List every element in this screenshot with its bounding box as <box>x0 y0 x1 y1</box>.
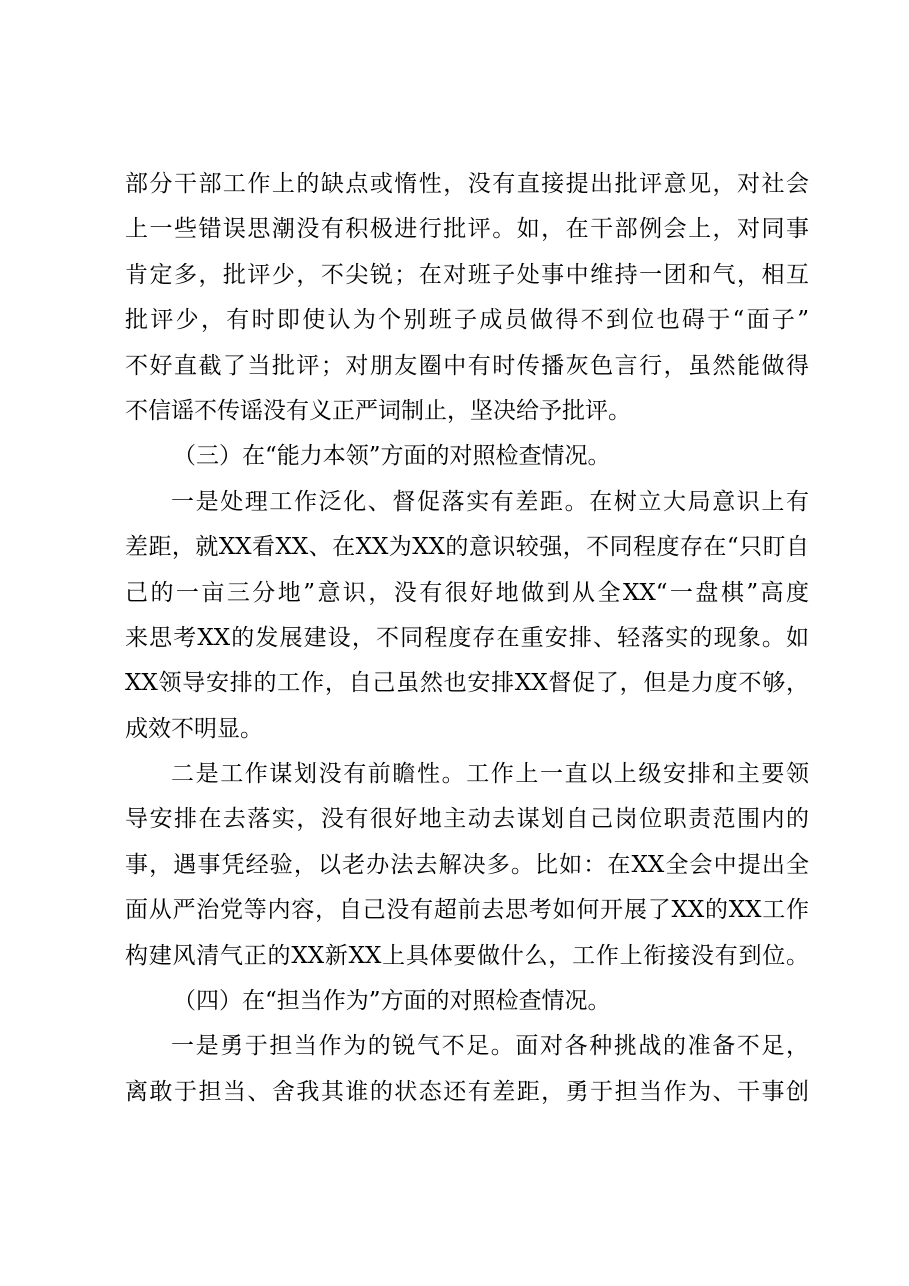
text-line: 面从严治党等内容，自己没有超前去思考如何开展了XX的XX工作 <box>125 897 809 924</box>
text-line: 上一些错误思潮没有积极进行批评。如，在干部例会上，对同事 <box>125 216 809 243</box>
text-line: 肯定多，批评少，不尖锐；在对班子处事中维持一团和气，相互 <box>125 261 809 288</box>
section-heading-4: （四）在“担当作为”方面的对照检查情况。 <box>173 988 611 1015</box>
text-line: 构建风清气正的XX新XX上具体要做什么，工作上衔接没有到位。 <box>125 942 809 969</box>
text-line: 不好直截了当批评；对朋友圈中有时传播灰色言行，虽然能做得 <box>125 352 809 379</box>
text-line: XX领导安排的工作，自己虽然也安排XX督促了，但是力度不够， <box>125 670 809 697</box>
text-line: 批评少，有时即使认为个别班子成员做得不到位也碍于“面子” <box>125 307 809 334</box>
text-line: 己的一亩三分地”意识，没有很好地做到从全XX“一盘棋”高度 <box>125 579 809 606</box>
text-line: 导安排在去落实，没有很好地主动去谋划自己岗位职责范围内的 <box>125 806 809 833</box>
paragraph-first-line: 一是处理工作泛化、督促落实有差距。在树立大局意识上有 <box>171 488 809 515</box>
paragraph-first-line: 二是工作谋划没有前瞻性。工作上一直以上级安排和主要领 <box>171 761 809 788</box>
text-line: 离敢于担当、舍我其谁的状态还有差距，勇于担当作为、干事创 <box>125 1078 809 1105</box>
text-line: 来思考XX的发展建设，不同程度存在重安排、轻落实的现象。如 <box>125 624 809 651</box>
text-line: 部分干部工作上的缺点或惰性，没有直接提出批评意见，对社会 <box>125 171 809 197</box>
document-body <box>125 162 809 1115</box>
text-line: 差距，就XX看XX、在XX为XX的意识较强，不同程度存在“只盯自 <box>125 534 809 561</box>
paragraph-first-line: 一是勇于担当作为的锐气不足。面对各种挑战的准备不足， <box>171 1033 809 1060</box>
text-line: 不信谣不传谣没有义正严词制止，坚决给予批评。 <box>125 397 631 424</box>
text-line: 成效不明显。 <box>125 715 263 742</box>
text-line: 事，遇事凭经验，以老办法去解决多。比如：在XX全会中提出全 <box>125 851 809 878</box>
section-heading-3: （三）在“能力本领”方面的对照检查情况。 <box>173 443 611 470</box>
